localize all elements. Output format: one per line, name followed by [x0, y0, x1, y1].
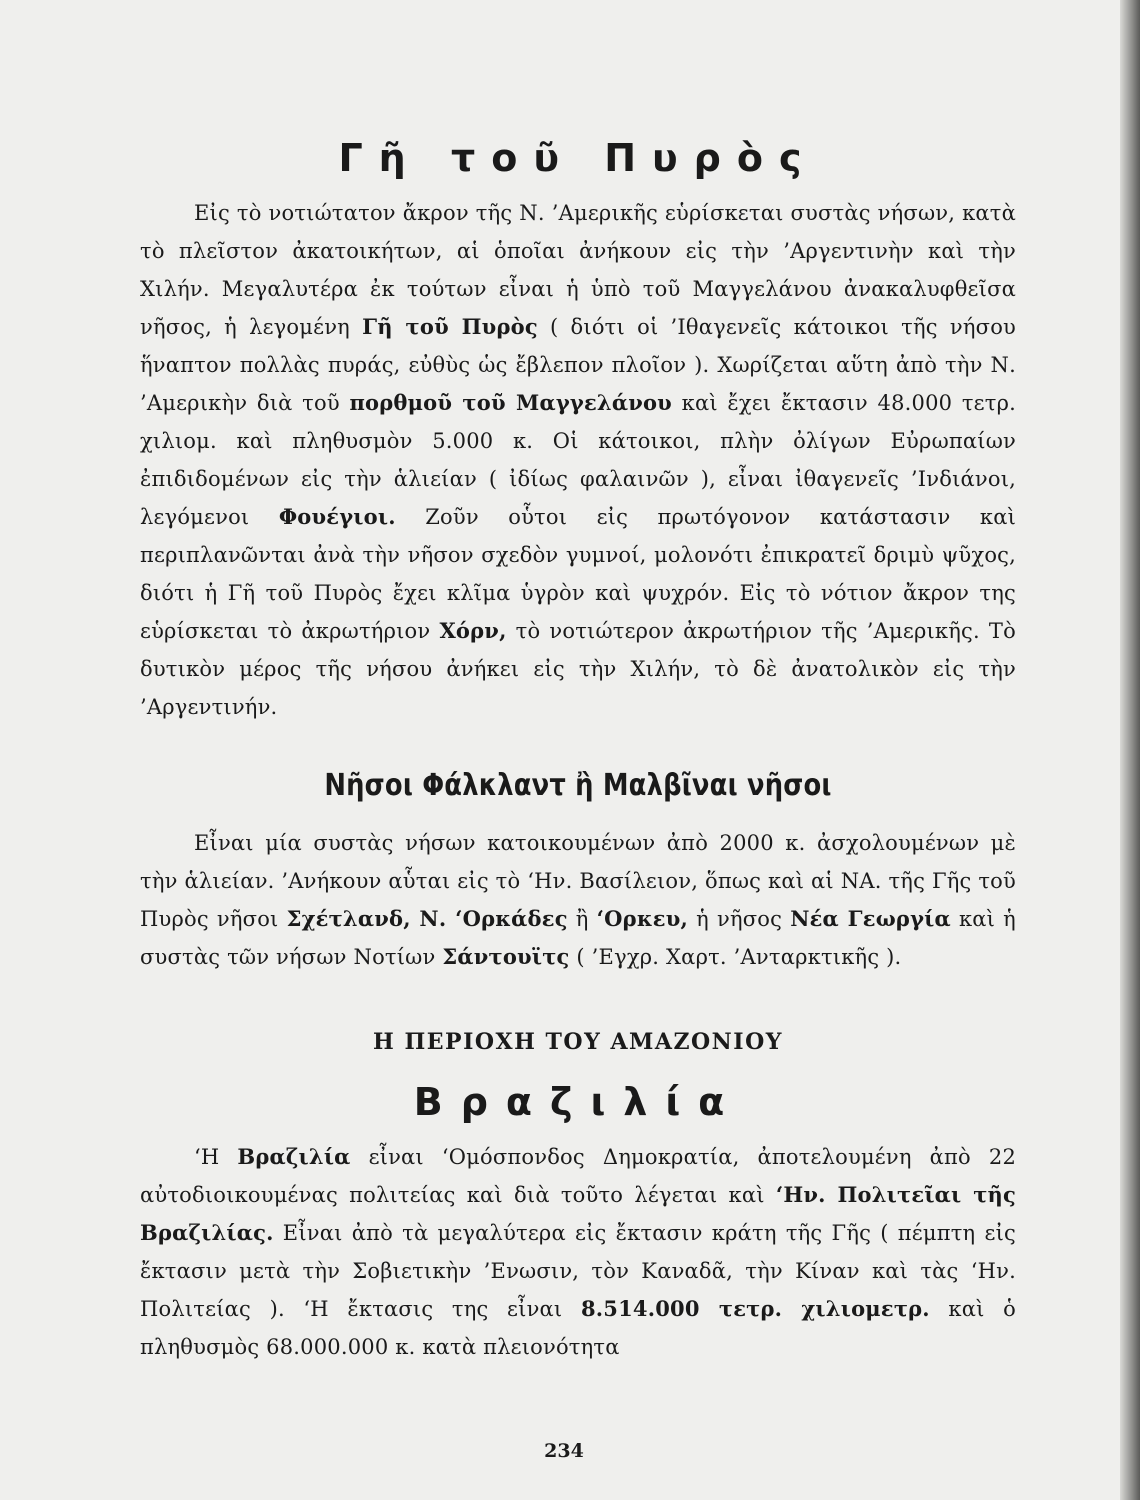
text-run: Ζοῦν οὗτοι εἰς πρωτόγονον κατάστασιν καὶ περιπλανῶνται ἀνὰ τὴν νῆσον σχεδὸν γυμνοί, μολονότι ἐπικρατεῖ δριμὺ ψῦχος, διότι ἡ Γῆ τοῦ Πυρὸς ἔχει κλῖμα ὑγρὸν καὶ ψυχρόν. Εἰς τὸ νότιον ἄκρον της εὑρίσκεται τὸ ἀκρωτήριον [140, 505, 1017, 643]
paragraph-falkland [140, 824, 1016, 976]
text-run: ἢ [567, 907, 597, 931]
text-run: τὸ νοτιώτερον ἀκρωτήριον τῆς ’Αμερικῆς. Τὸ δυτικὸν μέρος τῆς νήσου ἀνήκει εἰς τὴν Χιλήν, τὸ δὲ ἀνατολικὸν εἰς τὴν ’Αργεντινήν. [140, 619, 1016, 719]
bold-term: Γῆ τοῦ Πυρὸς [362, 314, 538, 339]
paragraph-brazil [140, 1138, 1016, 1366]
text-run: καὶ ἔχει ἔκτασιν 48.000 τετρ. χιλιομ. καὶ πληθυσμὸν 5.000 κ. Οἱ κάτοικοι, πλὴν ὀλίγων Εὐρωπαίων ἐπιδιδομένων εἰς τὴν ἁλιείαν ( ἰδίως φαλαινῶν ), εἶναι ἰθαγενεῖς ’Ινδιάνοι, λεγόμενοι [140, 391, 1016, 529]
text-run: Εἰς τὸ νοτιώτατον ἄκρον τῆς Ν. ’Αμερικῆς εὑρίσκεται συστὰς νήσων, κατὰ τὸ πλεῖστον ἀκατοικήτων, αἱ ὁποῖαι ἀνήκουν εἰς τὴν ’Αργεντινὴν καὶ τὴν Χιλήν. Μεγαλυτέρα ἐκ τούτων εἶναι ἡ ὑπὸ τοῦ Μαγγελάνου ἀνακαλυφθεῖσα νῆσος, ἡ λεγομένη [140, 201, 1016, 339]
bold-term: ‘Ορκευ, [596, 906, 689, 931]
page-number: 234 [544, 1440, 584, 1462]
text-run: Εἶναι ἀπὸ τὰ μεγαλύτερα εἰς ἔκτασιν κράτη τῆς Γῆς ( πέμπτη εἰς ἔκτασιν μετὰ τὴν Σοβιετικὴν ’Ενωσιν, τὸν Καναδᾶ, τὴν Κίναν καὶ τὰς ‘Ην. Πολιτείας ). ‘Η ἔκτασις της εἶναι [140, 1221, 1016, 1321]
page-body [140, 130, 1016, 1366]
paragraph-tierra-del-fuego [140, 194, 1016, 726]
bold-term: Βραζιλία [237, 1144, 351, 1169]
text-run: ( διότι οἱ ’Ιθαγενεῖς κάτοικοι τῆς νήσου ἥναπτον πολλὰς πυράς, εὐθὺς ὡς ἔβλεπον πλοῖον ). Χωρίζεται αὕτη ἀπὸ τὴν Ν. ’Αμερικὴν διὰ τοῦ [140, 315, 1016, 415]
bold-term: Σχέτλανδ, Ν. ‘Ορκάδες [286, 906, 568, 931]
bold-term: Νέα Γεωργία [790, 906, 951, 931]
text-run: ‘Η [194, 1145, 238, 1169]
bold-term: Φουέγιοι. [278, 504, 396, 529]
section-title-falkland: Νῆσοι Φάλκλαντ ἢ Μαλβῖναι νῆσοι [324, 768, 832, 803]
text-run: καὶ ἡ συστὰς τῶν νήσων Νοτίων [140, 907, 1016, 969]
bold-term: Σάντουϊτς [442, 944, 570, 969]
text-run: ἡ νῆσος [688, 907, 791, 931]
text-run: εἶναι ‘Ομόσπονδος Δημοκρατία, ἀποτελουμένη ἀπὸ 22 αὐτοδιοικουμένας πολιτείας καὶ διὰ τοῦτο λέγεται καὶ [140, 1145, 1017, 1207]
section-title-brazil: Βραζιλία [413, 1080, 743, 1124]
bold-term: Χόρν, [439, 618, 507, 643]
bold-term: 8.514.000 τετρ. χιλιομετρ. [580, 1296, 930, 1321]
bold-term: πορθμοῦ τοῦ Μαγγελάνου [349, 390, 672, 415]
page-edge-shadow [1120, 0, 1140, 1500]
text-run: ( ’Εγχρ. Χαρτ. ’Ανταρκτικῆς ). [569, 945, 902, 969]
bold-term: ‘Ην. Πολιτεῖαι τῆς Βραζιλίας. [140, 1182, 1016, 1245]
text-run: καὶ ὁ πληθυσμὸς 68.000.000 κ. κατὰ πλειονότητα [140, 1297, 1016, 1359]
region-heading-amazon: Η ΠΕΡΙΟΧΗ ΤΟΥ ΑΜΑΖΟΝΙΟΥ [373, 1029, 783, 1055]
section-title-tierra-del-fuego: Γῆ τοῦ Πυρὸς [338, 136, 818, 180]
text-run: Εἶναι μία συστὰς νήσων κατοικουμένων ἀπὸ 2000 κ. ἀσχολουμένων μὲ τὴν ἁλιείαν. ’Ανήκουν αὗται εἰς τὸ ‘Ην. Βασίλειον, ὅπως καὶ αἱ ΝΑ. τῆς Γῆς τοῦ Πυρὸς νῆσοι [140, 831, 1016, 931]
